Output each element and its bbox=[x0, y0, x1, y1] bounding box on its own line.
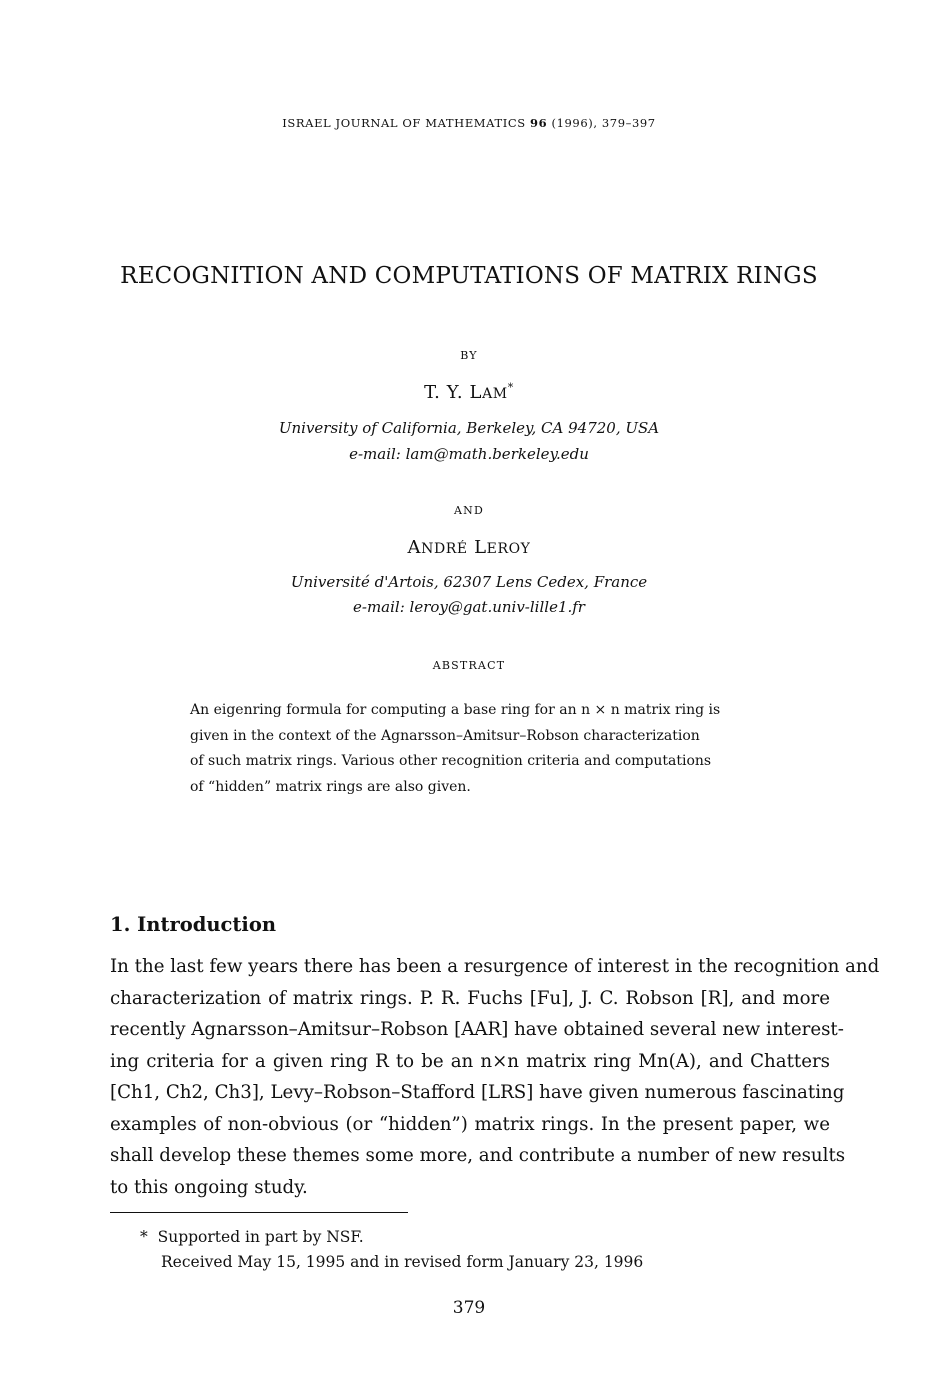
and-label: AND bbox=[454, 504, 484, 517]
author-email-1[interactable]: e-mail: lam@math.berkeley.edu bbox=[349, 445, 589, 463]
journal-name: ISRAEL JOURNAL OF MATHEMATICS bbox=[282, 116, 526, 130]
author-affiliation-1: University of California, Berkeley, CA 94720, USA bbox=[278, 419, 660, 437]
body-line: [Ch1, Ch2, Ch3], Levy–Robson–Stafford [LRS] have given numerous fascinating bbox=[110, 1082, 845, 1103]
footnote-received: Received May 15, 1995 and in revised form January 23, 1996 bbox=[161, 1253, 644, 1271]
journal-volume: 96 bbox=[530, 116, 548, 130]
body-line: to this ongoing study. bbox=[110, 1176, 308, 1198]
body-line: examples of non-obvious (or “hidden”) matrix rings. In the present paper, we bbox=[110, 1113, 830, 1135]
abstract-line: of such matrix rings. Various other recognition criteria and computations bbox=[190, 753, 712, 770]
running-head bbox=[0, 116, 938, 130]
abstract-text bbox=[190, 698, 750, 800]
body-line: In the last few years there has been a resurgence of interest in the recognition and bbox=[110, 956, 880, 977]
author-email-2[interactable]: e-mail: leroy@gat.univ-lille1.fr bbox=[353, 598, 585, 616]
section-title: Introduction bbox=[137, 913, 277, 936]
body-line: ing criteria for a given ring R to be an n×n matrix ring Mn(A), and Chatters bbox=[110, 1050, 830, 1072]
by-label: BY bbox=[460, 349, 478, 362]
section-heading bbox=[110, 913, 276, 936]
footnote-rule bbox=[110, 1212, 408, 1213]
author-name-2: ANDRÉ LEROY bbox=[407, 537, 531, 558]
footnote-support: * Supported in part by NSF. bbox=[140, 1228, 364, 1246]
author-affiliation-2: Université d'Artois, 62307 Lens Cedex, France bbox=[290, 573, 648, 591]
abstract-heading: ABSTRACT bbox=[432, 659, 506, 672]
author-name-1: T. Y. LAM* bbox=[424, 381, 514, 403]
body-line: shall develop these themes some more, and contribute a number of new results bbox=[110, 1145, 846, 1166]
paper-title: RECOGNITION AND COMPUTATIONS OF MATRIX RINGS bbox=[120, 263, 818, 289]
section-number: 1. bbox=[110, 913, 131, 936]
abstract-line: of “hidden” matrix rings are also given. bbox=[190, 778, 471, 795]
body-line: characterization of matrix rings. P. R. Fuchs [Fu], J. C. Robson [R], and more bbox=[110, 987, 830, 1009]
journal-year-pages: (1996), 379–397 bbox=[551, 116, 656, 130]
introduction-paragraph bbox=[110, 951, 880, 1203]
abstract-line: given in the context of the Agnarsson–Amitsur–Robson characterization bbox=[190, 727, 700, 744]
body-line: recently Agnarsson–Amitsur–Robson [AAR] have obtained several new interest- bbox=[110, 1019, 844, 1040]
page-number: 379 bbox=[452, 1298, 486, 1318]
abstract-line: An eigenring formula for computing a base ring for an n × n matrix ring is bbox=[190, 702, 721, 718]
footnote-marker: * bbox=[140, 1228, 148, 1246]
